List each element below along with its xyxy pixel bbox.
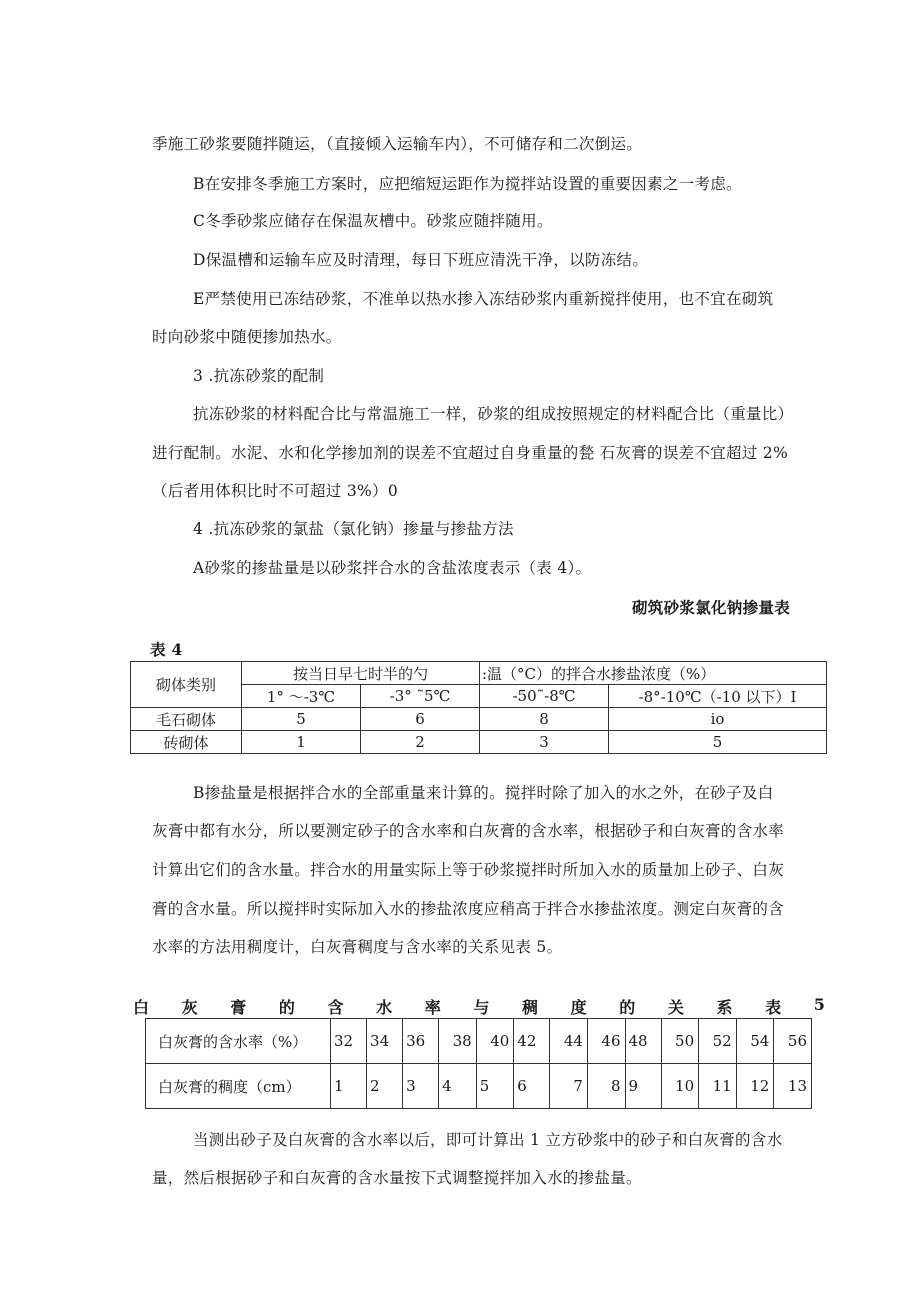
table5-cell: 4 xyxy=(439,1064,477,1109)
title-char: 白 xyxy=(133,998,150,1017)
table-row xyxy=(146,1064,812,1109)
table-row xyxy=(146,1019,812,1064)
paragraph-line: 灰膏中都有水分，所以要测定砂子的含水率和白灰膏的含水率，根据砂子和白灰膏的含水率 xyxy=(152,822,785,840)
table5-cell: 11 xyxy=(699,1064,737,1109)
table4-header-a: 按当日早七时半的勺 xyxy=(242,662,480,685)
section-heading: 3 .抗冻砂浆的配制 xyxy=(193,367,325,385)
table5 xyxy=(145,1018,812,1109)
paragraph-line: （后者用体积比时不可超过 3%）0 xyxy=(152,482,398,500)
table5-row-label: 白灰膏的含水率（%） xyxy=(146,1019,331,1064)
table5-cell: 40 xyxy=(476,1019,514,1064)
table5-cell: 50 xyxy=(661,1019,699,1064)
table4-cell: 3 xyxy=(480,731,609,754)
paragraph-line: C冬季砂浆应储存在保温灰槽中。砂浆应随拌随用。 xyxy=(193,212,553,230)
table5-cell: 34 xyxy=(367,1019,403,1064)
table5-cell: 5 xyxy=(476,1064,514,1109)
paragraph-line: D保温槽和运输车应及时清理，每日下班应清洗干净，以防冻结。 xyxy=(193,251,649,269)
table5-cell: 44 xyxy=(550,1019,588,1064)
paragraph-line: 计算出它们的含水量。拌合水的用量实际上等于砂浆搅拌时所加入水的质量加上砂子、白灰 xyxy=(152,861,785,879)
table5-cell: 2 xyxy=(367,1064,403,1109)
table4-label: 表 4 xyxy=(150,640,183,659)
table4-caption: 砌筑砂浆氯化钠掺量表 xyxy=(632,598,791,617)
table5-cell: 9 xyxy=(625,1064,661,1109)
table4-cell: 8 xyxy=(480,708,609,731)
table5-cell: 1 xyxy=(331,1064,367,1109)
table5-cell: 42 xyxy=(514,1019,550,1064)
table4-range: -8°-10℃（-10 以下）I xyxy=(609,685,827,708)
table5-cell: 12 xyxy=(736,1064,774,1109)
title-char: 水 xyxy=(376,998,393,1017)
table4-header-b: :温（°C）的拌合水掺盐浓度（%） xyxy=(480,662,827,685)
table4-cell: 6 xyxy=(361,708,480,731)
table5-cell: 32 xyxy=(331,1019,367,1064)
title-char: 系 xyxy=(716,998,733,1017)
table4-cell: 5 xyxy=(242,708,361,731)
paragraph-line: 时向砂浆中随便掺加热水。 xyxy=(152,328,342,346)
title-char: 5 xyxy=(813,995,825,1014)
title-char: 率 xyxy=(424,998,441,1017)
paragraph-line: 量，然后根据砂子和白灰膏的含水量按下式调整搅拌加入水的掺盐量。 xyxy=(152,1169,642,1187)
table5-cell: 38 xyxy=(439,1019,477,1064)
table4-header-col: 砌体类别 xyxy=(131,662,242,708)
title-char: 度 xyxy=(570,998,587,1017)
paragraph-line: E严禁使用已冻结砂浆，不准单以热水掺入冻结砂浆内重新搅拌使用，也不宜在砌筑 xyxy=(193,290,774,308)
title-char: 的 xyxy=(619,998,636,1017)
table5-cell: 7 xyxy=(550,1064,588,1109)
table5-row-label: 白灰膏的稠度（cm） xyxy=(146,1064,331,1109)
title-char: 表 xyxy=(765,998,782,1017)
paragraph-line: 膏的含水量。所以搅拌时实际加入水的掺盐浓度应稍高于拌合水掺盐浓度。测定白灰膏的含 xyxy=(152,900,785,918)
title-char: 含 xyxy=(327,998,344,1017)
paragraph-line: B掺盐量是根据拌合水的全部重量来计算的。搅拌时除了加入的水之外，在砂子及白 xyxy=(193,784,774,802)
paragraph-line: 抗冻砂浆的材料配合比与常温施工一样，砂浆的组成按照规定的材料配合比（重量比） xyxy=(193,405,794,423)
table5-cell: 10 xyxy=(661,1064,699,1109)
paragraph-line: 进行配制。水泥、水和化学掺加剂的误差不宜超过自身重量的甃 石灰膏的误差不宜超过 2% xyxy=(152,444,789,462)
table5-cell: 3 xyxy=(403,1064,439,1109)
table4-cell: 5 xyxy=(609,731,827,754)
paragraph-line: 水率的方法用稠度计，白灰膏稠度与含水率的关系见表 5。 xyxy=(152,938,563,956)
table5-cell: 52 xyxy=(699,1019,737,1064)
paragraph-line: 季施工砂浆要随拌随运，（直接倾入运输车内），不可储存和二次倒运。 xyxy=(152,135,643,153)
table5-cell: 13 xyxy=(774,1064,812,1109)
table4-cell: 2 xyxy=(361,731,480,754)
title-char: 关 xyxy=(667,998,684,1017)
table5-cell: 6 xyxy=(514,1064,550,1109)
table4-row-name: 砖砌体 xyxy=(131,731,242,754)
table4-range: -3° ˜5℃ xyxy=(361,685,480,708)
table4-row-name: 毛石砌体 xyxy=(131,708,242,731)
title-char: 膏 xyxy=(230,998,247,1017)
paragraph-line: 当测出砂子及白灰膏的含水率以后，即可计算出 1 立方砂浆中的砂子和白灰膏的含水 xyxy=(193,1131,783,1149)
table5-cell: 54 xyxy=(736,1019,774,1064)
table5-cell: 36 xyxy=(403,1019,439,1064)
table-row xyxy=(131,731,827,754)
title-char: 稠 xyxy=(522,998,539,1017)
table-row xyxy=(131,708,827,731)
table5-cell: 8 xyxy=(587,1064,625,1109)
title-char: 的 xyxy=(278,998,295,1017)
table5-cell: 56 xyxy=(774,1019,812,1064)
table4 xyxy=(130,661,827,754)
section-heading: 4 .抗冻砂浆的氯盐（氯化钠）掺量与掺盐方法 xyxy=(193,520,514,538)
table4-range: 1° ～-3℃ xyxy=(242,685,361,708)
paragraph-line: A砂浆的掺盐量是以砂浆拌合水的含盐浓度表示（表 4）。 xyxy=(193,559,592,577)
table5-cell: 48 xyxy=(625,1019,661,1064)
title-char: 灰 xyxy=(181,998,198,1017)
table4-cell: io xyxy=(609,708,827,731)
title-char: 与 xyxy=(473,998,490,1017)
table4-range: -50˜-8℃ xyxy=(480,685,609,708)
table4-cell: 1 xyxy=(242,731,361,754)
table5-title xyxy=(133,995,825,1018)
table5-cell: 46 xyxy=(587,1019,625,1064)
paragraph-line: B在安排冬季施工方案时，应把缩短运距作为搅拌站设置的重要因素之一考虑。 xyxy=(193,175,742,193)
